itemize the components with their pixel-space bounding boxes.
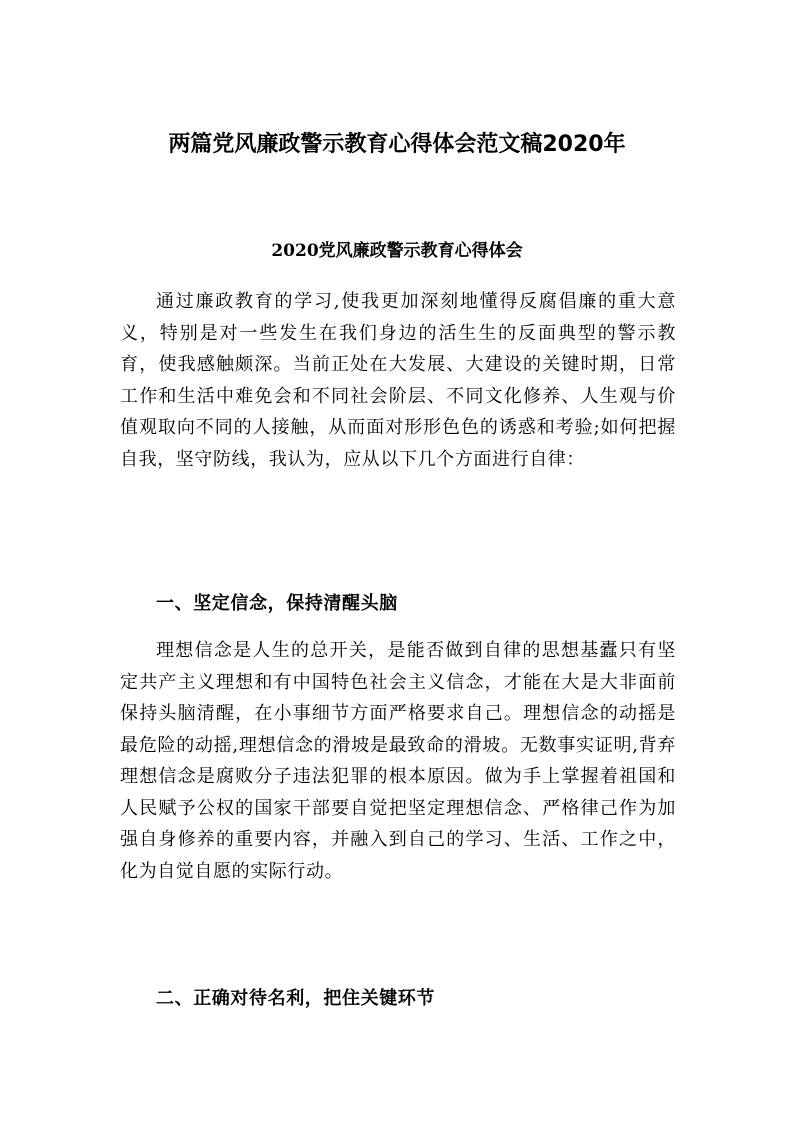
document-title: 两篇党风廉政警示教育心得体会范文稿2020年 [168,132,626,157]
section-subtitle: 2020党风廉政警示教育心得体会 [271,241,523,261]
paragraph-ideals: 理想信念是人生的总开关，是能否做到自律的思想基蠹只有坚定共产主义理想和有中国特色社会主义信念，才能在大是大非面前保持头脑清醒，在小事细节方面严格要求自己。理想信念的动摇是最危险的动摇,理想信念的滑坡是最致命的滑坡。无数事实证明,背弃理想信念是腐败分子违法犯罪的根本原因。做为手上掌握着祖国和人民赋予公权的国家干部要自觉把坚定理想信念、严格律己作为加强自身修养的重要内容，并融入到自己的学习、生活、工作之中，化为自觉自愿的实际行动。 [120,640,676,882]
paragraph-intro: 通过廉政教育的学习,使我更加深刻地懂得反腐倡廉的重大意义，特别是对一些发生在我们身边的活生生的反面典型的警示教育，使我感触颇深。当前正处在大发展、大建设的关键时期，日常工作和生活中难免会和不同社会阶层、不同文化修养、人生观与价值观取向不同的人接触，从而面对形形色色的诱惑和考验;如何把握自我，坚守防线，我认为，应从以下几个方面进行自律： [120,291,676,470]
heading-one: 一、坚定信念，保持清醒头脑 [156,593,398,614]
heading-two: 二、正确对待名利，把住关键环节 [156,988,435,1009]
